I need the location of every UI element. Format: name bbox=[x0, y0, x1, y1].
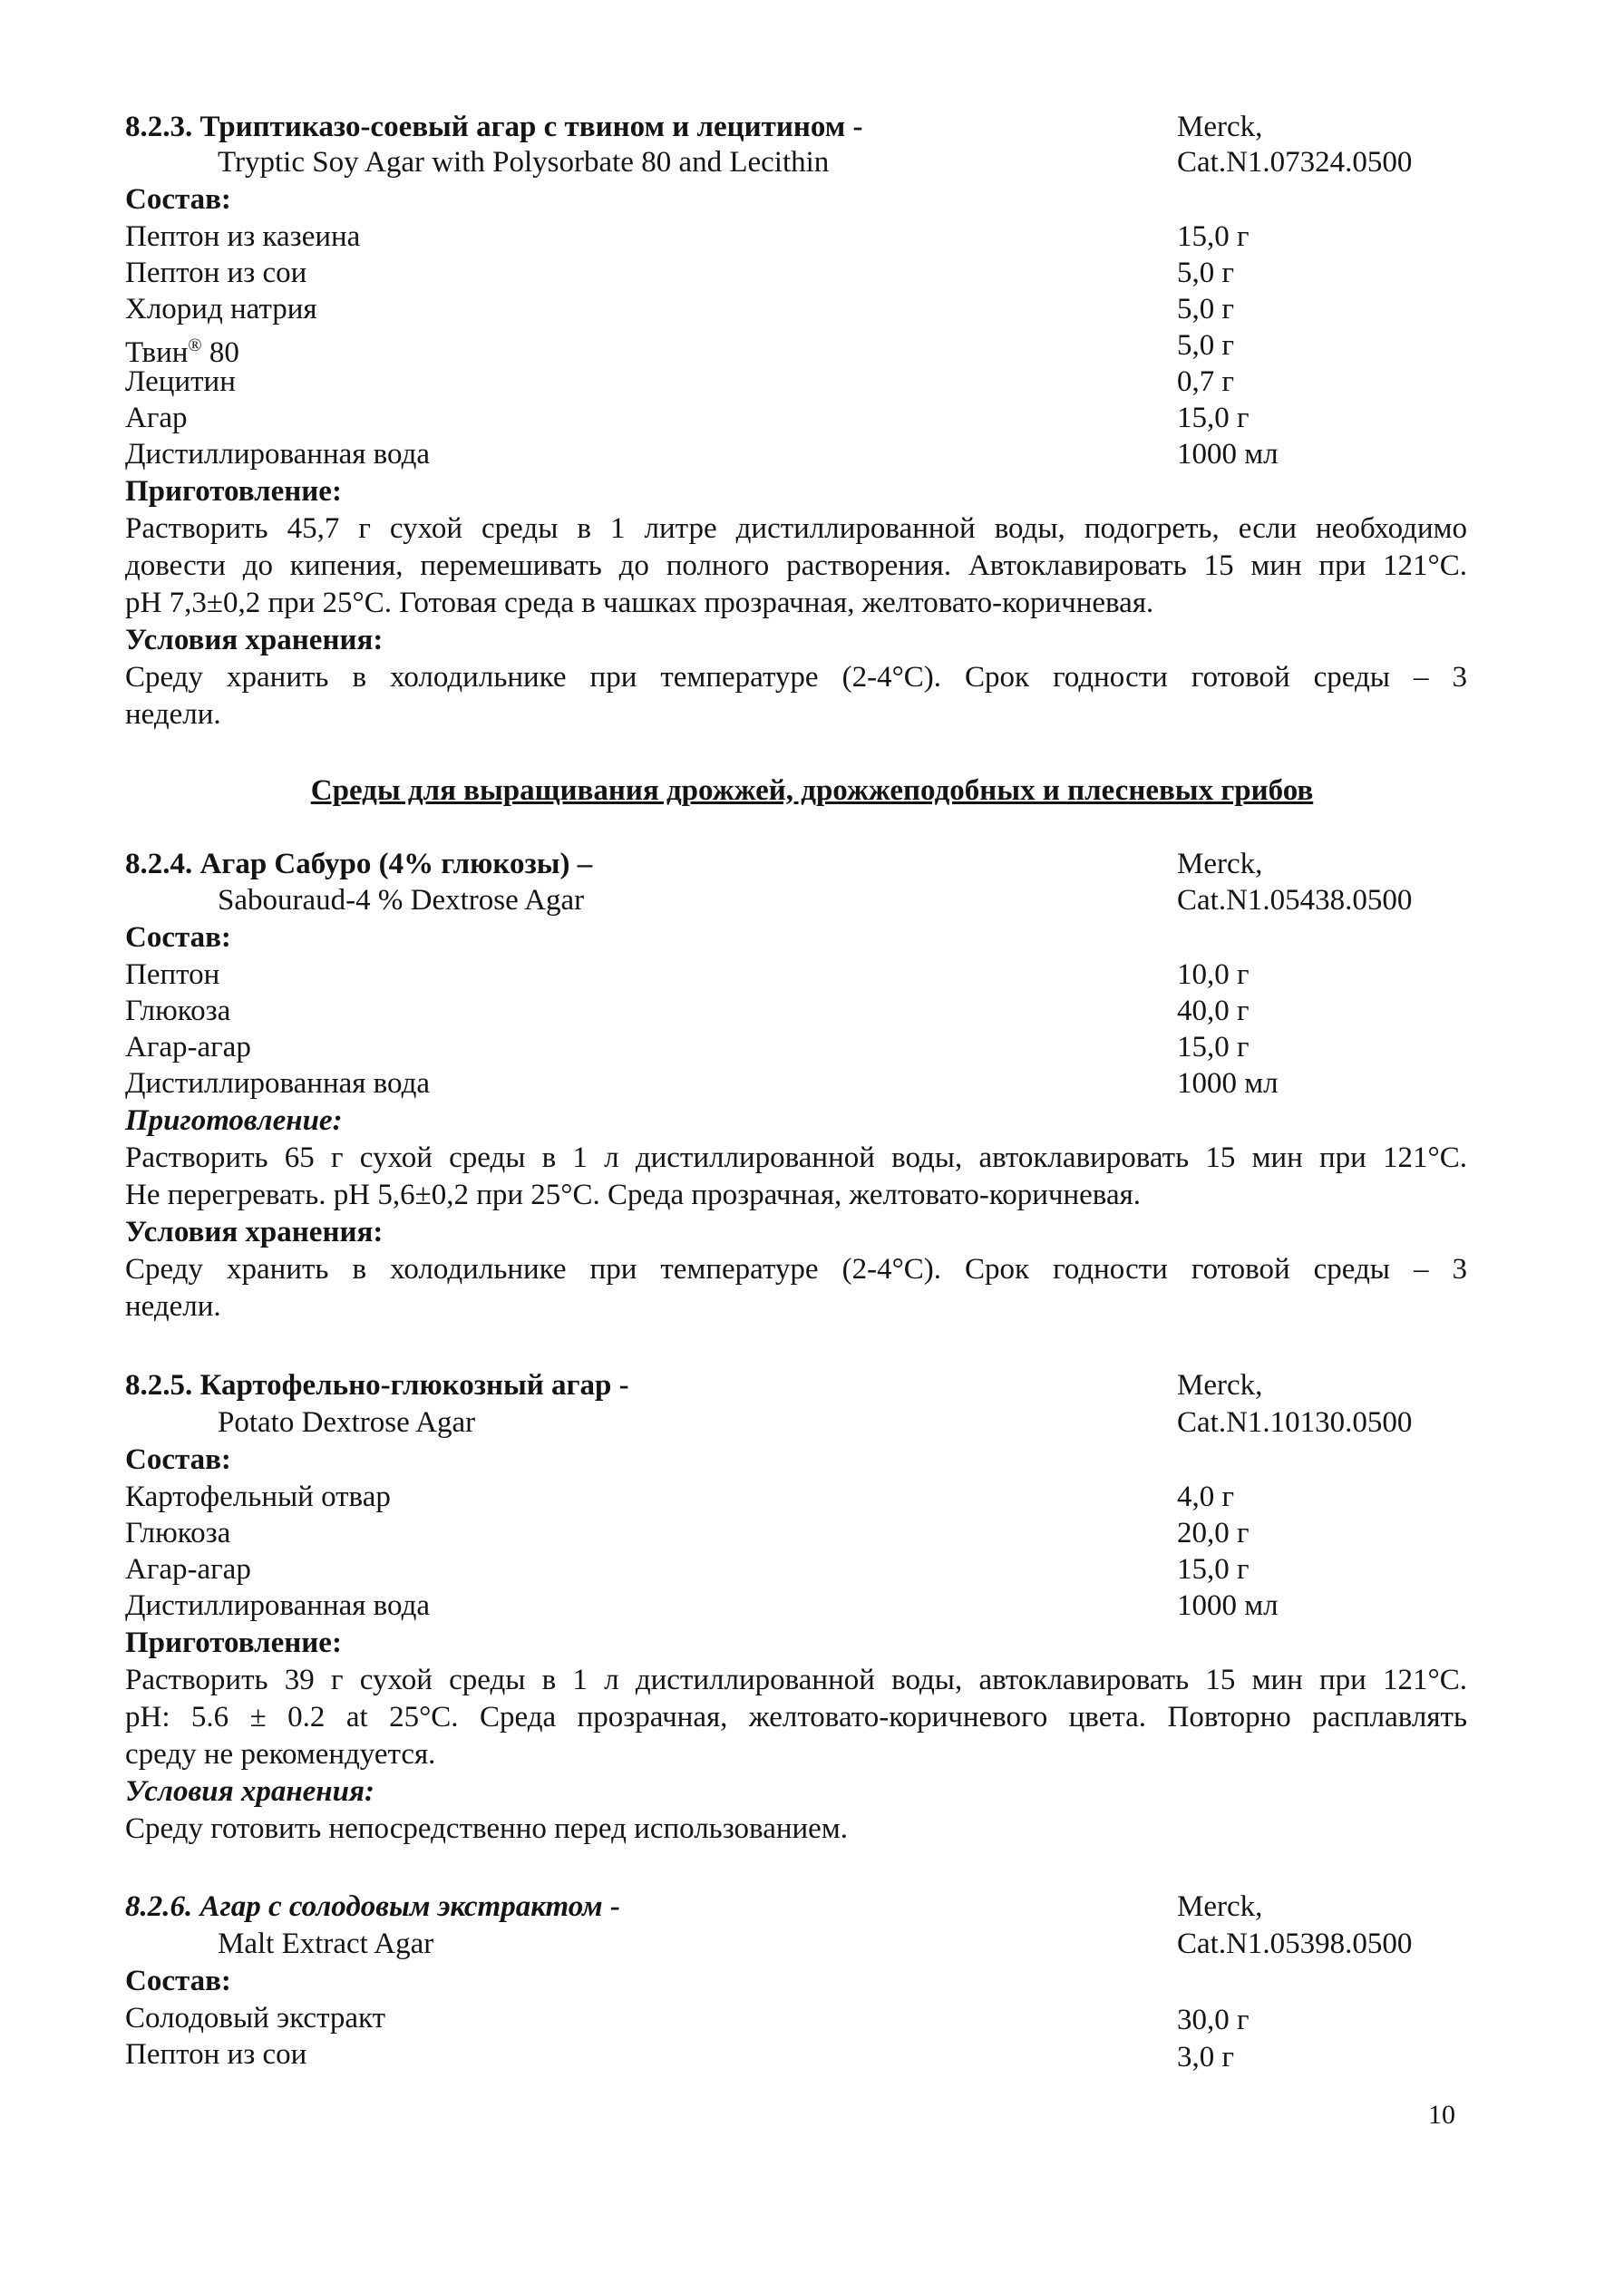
ingredient-amount: 15,0 г bbox=[1177, 1553, 1250, 1586]
preparation-line: pH: 5.6 ± 0.2 at 25°C. Среда прозрачная, желтовато-коричневого цвета. Повторно расплавлять bbox=[125, 1701, 1467, 1734]
storage-line: недели. bbox=[125, 698, 221, 731]
section-title: Триптиказо-соевый агар с твином и лецитином - bbox=[199, 111, 863, 143]
ingredient-name: Дистиллированная вода bbox=[125, 1589, 431, 1622]
ingredient-name: Пептон из сои bbox=[125, 2038, 307, 2071]
ingredient-name: Агар-агар bbox=[125, 1553, 251, 1586]
catalog-number: Cat.N1.07324.0500 bbox=[1177, 146, 1413, 179]
section-title: Картофельно-глюкозный агар - bbox=[199, 1369, 629, 1402]
registered-mark: ® bbox=[188, 335, 202, 355]
section-heading bbox=[125, 1367, 629, 1404]
preparation-text bbox=[125, 510, 1467, 622]
section-subtitle: Potato Dextrose Agar bbox=[218, 1406, 476, 1439]
section-number: 8.2.5. bbox=[125, 1369, 193, 1402]
ingredient-name: Пептон bbox=[125, 958, 220, 991]
page-number: 10 bbox=[1428, 2100, 1455, 2130]
section-number: 8.2.6. bbox=[125, 1890, 193, 1923]
ingredient-name: Агар-агар bbox=[125, 1031, 251, 1063]
storage-label: Условия хранения: bbox=[125, 1775, 374, 1808]
preparation-label: Приготовление: bbox=[125, 475, 342, 508]
preparation-text bbox=[125, 1662, 1467, 1773]
ingredient-amount: 10,0 г bbox=[1177, 958, 1250, 991]
ingredient-amount: 1000 мл bbox=[1177, 1067, 1279, 1100]
ingredient-amount: 5,0 г bbox=[1177, 293, 1235, 325]
ingredient-amount: 20,0 г bbox=[1177, 1517, 1250, 1549]
catalog-number: Cat.N1.10130.0500 bbox=[1177, 1406, 1413, 1439]
ingredient-name-tail: 80 bbox=[201, 336, 239, 369]
storage-line: Среду хранить в холодильнике при температуре (2-4°С). Срок годности готовой среды – 3 bbox=[125, 1253, 1467, 1286]
storage-text bbox=[125, 1811, 1467, 1848]
preparation-line: pH 7,3±0,2 при 25°С. Готовая среда в чашках прозрачная, желтовато-коричневая. bbox=[125, 587, 1154, 619]
preparation-line: среду не рекомендуется. bbox=[125, 1738, 436, 1771]
preparation-label: Приготовление: bbox=[125, 1104, 343, 1137]
catalog-number: Cat.N1.05438.0500 bbox=[1177, 884, 1413, 917]
ingredient-name: Картофельный отвар bbox=[125, 1481, 391, 1513]
section-subtitle: Sabouraud-4 % Dextrose Agar bbox=[218, 884, 585, 917]
supplier: Merck, bbox=[1177, 1369, 1263, 1402]
supplier: Merck, bbox=[1177, 848, 1263, 880]
composition-label: Состав: bbox=[125, 921, 231, 954]
preparation-label: Приготовление: bbox=[125, 1627, 342, 1659]
ingredient-amount: 1000 мл bbox=[1177, 1589, 1279, 1622]
storage-line: Среду готовить непосредственно перед использованием. bbox=[125, 1812, 848, 1845]
section-heading bbox=[125, 846, 592, 883]
ingredient-name: Глюкоза bbox=[125, 995, 231, 1027]
preparation-line: Растворить 45,7 г сухой среды в 1 литре дистиллированной воды, подогреть, если необходимо bbox=[125, 512, 1467, 545]
preparation-line: Не перегревать. pH 5,6±0,2 при 25°С. Среда прозрачная, желтовато-коричневая. bbox=[125, 1179, 1142, 1211]
ingredient-amount: 40,0 г bbox=[1177, 995, 1250, 1027]
ingredient-amount: 15,0 г bbox=[1177, 402, 1250, 434]
section-title: Агар Сабуро (4% глюкозы) – bbox=[199, 848, 593, 880]
ingredient-amount: 15,0 г bbox=[1177, 220, 1250, 253]
ingredient-name: Агар bbox=[125, 402, 188, 434]
storage-text bbox=[125, 1251, 1467, 1326]
ingredient-amount: 30,0 г bbox=[1177, 2004, 1250, 2036]
ingredient-amount: 4,0 г bbox=[1177, 1481, 1235, 1513]
ingredient-amount: 3,0 г bbox=[1177, 2041, 1235, 2073]
heading-yeast-media: Среды для выращивания дрожжей, дрожжеподобных и плесневых грибов bbox=[310, 774, 1314, 807]
catalog-number: Cat.N1.05398.0500 bbox=[1177, 1928, 1413, 1960]
ingredient-amount: 15,0 г bbox=[1177, 1031, 1250, 1063]
supplier: Merck, bbox=[1177, 1890, 1263, 1923]
supplier: Merck, bbox=[1177, 111, 1263, 143]
ingredient-amount: 5,0 г bbox=[1177, 329, 1235, 362]
section-number: 8.2.3. bbox=[125, 111, 193, 143]
section-subtitle: Tryptic Soy Agar with Polysorbate 80 and Lecithin bbox=[218, 146, 830, 179]
ingredient-name: Дистиллированная вода bbox=[125, 438, 431, 471]
ingredient-name: Твин bbox=[125, 336, 189, 369]
preparation-text bbox=[125, 1140, 1467, 1214]
section-heading bbox=[125, 109, 863, 146]
preparation-line: Растворить 65 г сухой среды в 1 л дистиллированной воды, автоклавировать 15 мин при 121°С. bbox=[125, 1141, 1467, 1174]
ingredient-name: Глюкоза bbox=[125, 1517, 231, 1549]
ingredient-name: Хлорид натрия bbox=[125, 293, 317, 325]
storage-text bbox=[125, 659, 1467, 733]
section-heading bbox=[125, 1889, 620, 1926]
storage-label: Условия хранения: bbox=[125, 624, 384, 656]
storage-label: Условия хранения: bbox=[125, 1216, 384, 1248]
section-title: Агар с солодовым экстрактом - bbox=[199, 1890, 620, 1923]
preparation-line: Растворить 39 г сухой среды в 1 л дистиллированной воды, автоклавировать 15 мин при 121°С. bbox=[125, 1664, 1467, 1696]
composition-label: Состав: bbox=[125, 1965, 231, 1997]
ingredient-amount: 5,0 г bbox=[1177, 257, 1235, 289]
storage-line: Среду хранить в холодильнике при температуре (2-4°С). Срок годности готовой среды – 3 bbox=[125, 661, 1467, 694]
composition-label: Состав: bbox=[125, 1443, 231, 1476]
ingredient-name: Дистиллированная вода bbox=[125, 1067, 431, 1100]
ingredient-name: Пептон из сои bbox=[125, 257, 307, 289]
preparation-line: довести до кипения, перемешивать до полного растворения. Автоклавировать 15 мин при 121°С. bbox=[125, 549, 1467, 582]
storage-line: недели. bbox=[125, 1290, 221, 1323]
composition-label: Состав: bbox=[125, 183, 231, 216]
ingredient-amount: 1000 мл bbox=[1177, 438, 1279, 471]
ingredient-name: Пептон из казеина bbox=[125, 220, 361, 253]
ingredient-name: Лецитин bbox=[125, 365, 236, 398]
section-number: 8.2.4. bbox=[125, 848, 193, 880]
section-subtitle: Malt Extract Agar bbox=[218, 1928, 434, 1960]
ingredient-amount: 0,7 г bbox=[1177, 365, 1235, 398]
ingredient-name: Солодовый экстракт bbox=[125, 2002, 386, 2035]
